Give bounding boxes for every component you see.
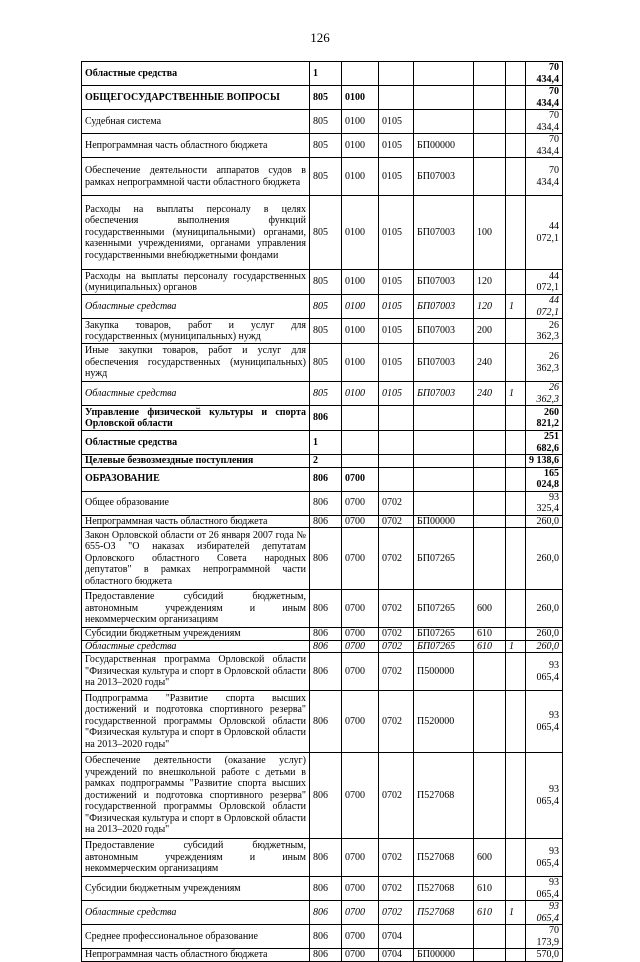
expense-type-cell: 610 [474,628,506,641]
row-name-cell: Закон Орловской области от 26 января 2007 года № 655-ОЗ "О наказах избирателей депутатам Орловского областного Совета народных депутатов" в рамках непрограммной части областного бюджета [82,528,310,590]
amount-cell: 26 362,3 [526,382,563,406]
amount-cell: 93 065,4 [526,839,563,877]
subsection-code-cell [379,406,414,431]
subsection-code-cell: 0702 [379,491,414,515]
amount-cell: 44 072,1 [526,196,563,270]
budget-table-body [82,62,563,962]
amount-cell: 165 024,8 [526,467,563,491]
table-row [82,628,563,641]
expense-type-cell [474,491,506,515]
admin-code-cell: 806 [310,590,342,628]
target-article-cell: БП00000 [414,515,474,528]
section-code-cell: 0700 [342,515,379,528]
subsection-code-cell: 0702 [379,590,414,628]
amount-cell: 260,0 [526,590,563,628]
subsection-code-cell: 0704 [379,949,414,962]
table-row [82,640,563,653]
target-article-cell: П527068 [414,839,474,877]
amount-cell: 93 325,4 [526,491,563,515]
funding-source-cell [506,528,526,590]
subsection-code-cell: 0702 [379,901,414,925]
section-code-cell [342,62,379,86]
amount-cell: 70 173,9 [526,925,563,949]
expense-type-cell: 200 [474,319,506,344]
admin-code-cell: 805 [310,110,342,134]
amount-cell: 93 065,4 [526,901,563,925]
section-code-cell: 0700 [342,925,379,949]
amount-cell: 93 065,4 [526,753,563,839]
expense-type-cell: 610 [474,640,506,653]
row-name-cell: Областные средства [82,640,310,653]
row-name-cell: Субсидии бюджетным учреждениям [82,877,310,901]
funding-source-cell [506,270,526,295]
funding-source-cell [506,653,526,691]
subsection-code-cell: 0702 [379,628,414,641]
row-name-cell: Обеспечение деятельности аппаратов судов в рамках непрограммной части областного бюджета [82,158,310,196]
section-code-cell: 0700 [342,467,379,491]
subsection-code-cell: 0702 [379,753,414,839]
funding-source-cell [506,753,526,839]
funding-source-cell [506,134,526,158]
section-code-cell: 0100 [342,196,379,270]
target-article-cell: БП07003 [414,196,474,270]
table-row [82,839,563,877]
row-name-cell: Обеспечение деятельности (оказание услуг) учреждений по внешкольной работе с детьми в рамках подпрограммы "Развитие спорта высших достижений и подготовка спортивного резерва" государственной программы Орловской области "Физическая культура и спорт в Орловской области на 2013–2020 годы" [82,753,310,839]
funding-source-cell: 1 [506,640,526,653]
table-row [82,134,563,158]
expense-type-cell [474,406,506,431]
table-row [82,344,563,382]
subsection-code-cell: 0105 [379,110,414,134]
amount-cell: 44 072,1 [526,270,563,295]
subsection-code-cell: 0702 [379,691,414,753]
budget-table [81,61,563,962]
subsection-code-cell: 0702 [379,877,414,901]
admin-code-cell: 805 [310,382,342,406]
section-code-cell: 0700 [342,753,379,839]
table-row [82,590,563,628]
expense-type-cell [474,691,506,753]
expense-type-cell [474,653,506,691]
admin-code-cell: 806 [310,877,342,901]
amount-cell: 26 362,3 [526,319,563,344]
section-code-cell: 0700 [342,949,379,962]
table-row [82,158,563,196]
row-name-cell: Закупка товаров, работ и услуг для государственных (муниципальных) нужд [82,319,310,344]
amount-cell: 26 362,3 [526,344,563,382]
admin-code-cell: 806 [310,467,342,491]
table-row [82,319,563,344]
subsection-code-cell: 0105 [379,295,414,319]
funding-source-cell [506,455,526,468]
row-name-cell: Непрограммная часть областного бюджета [82,134,310,158]
row-name-cell: Предоставление субсидий бюджетным, автономным учреждениям и иным некоммерческим организациям [82,590,310,628]
funding-source-cell [506,110,526,134]
target-article-cell: П500000 [414,653,474,691]
expense-type-cell [474,86,506,110]
admin-code-cell: 805 [310,134,342,158]
expense-type-cell: 240 [474,344,506,382]
target-article-cell: БП07265 [414,590,474,628]
subsection-code-cell [379,86,414,110]
section-code-cell: 0700 [342,590,379,628]
target-article-cell: П527068 [414,753,474,839]
row-name-cell: ОБЩЕГОСУДАРСТВЕННЫЕ ВОПРОСЫ [82,86,310,110]
amount-cell: 44 072,1 [526,295,563,319]
expense-type-cell [474,515,506,528]
funding-source-cell: 1 [506,901,526,925]
admin-code-cell: 806 [310,753,342,839]
admin-code-cell: 806 [310,515,342,528]
expense-type-cell [474,134,506,158]
row-name-cell: Субсидии бюджетным учреждениям [82,628,310,641]
row-name-cell: Государственная программа Орловской области "Физическая культура и спорт в Орловской области на 2013–2020 годы" [82,653,310,691]
table-row [82,515,563,528]
funding-source-cell [506,406,526,431]
subsection-code-cell: 0105 [379,319,414,344]
subsection-code-cell: 0702 [379,640,414,653]
amount-cell: 93 065,4 [526,691,563,753]
section-code-cell: 0100 [342,295,379,319]
expense-type-cell [474,467,506,491]
table-row [82,653,563,691]
target-article-cell: БП07003 [414,270,474,295]
table-row [82,406,563,431]
amount-cell: 93 065,4 [526,877,563,901]
section-code-cell: 0100 [342,382,379,406]
section-code-cell [342,431,379,455]
section-code-cell: 0100 [342,134,379,158]
expense-type-cell [474,753,506,839]
section-code-cell: 0700 [342,528,379,590]
row-name-cell: Судебная система [82,110,310,134]
section-code-cell: 0700 [342,491,379,515]
section-code-cell: 0700 [342,640,379,653]
admin-code-cell: 806 [310,628,342,641]
row-name-cell: Областные средства [82,62,310,86]
table-row [82,467,563,491]
row-name-cell: Непрограммная часть областного бюджета [82,949,310,962]
funding-source-cell: 1 [506,382,526,406]
expense-type-cell [474,431,506,455]
target-article-cell [414,467,474,491]
admin-code-cell: 805 [310,86,342,110]
table-row [82,528,563,590]
subsection-code-cell [379,467,414,491]
admin-code-cell: 1 [310,62,342,86]
expense-type-cell: 120 [474,295,506,319]
row-name-cell: Подпрограмма "Развитие спорта высших достижений и подготовка спортивного резерва" государственной программы Орловской области "Физическая культура и спорт в Орловской области на 2013–2020 годы" [82,691,310,753]
section-code-cell: 0700 [342,839,379,877]
table-row [82,295,563,319]
expense-type-cell [474,455,506,468]
section-code-cell: 0100 [342,270,379,295]
funding-source-cell [506,86,526,110]
expense-type-cell: 600 [474,590,506,628]
section-code-cell: 0700 [342,628,379,641]
funding-source-cell [506,196,526,270]
section-code-cell: 0700 [342,691,379,753]
admin-code-cell: 805 [310,295,342,319]
row-name-cell: ОБРАЗОВАНИЕ [82,467,310,491]
expense-type-cell [474,62,506,86]
target-article-cell: БП07003 [414,158,474,196]
funding-source-cell [506,691,526,753]
amount-cell: 93 065,4 [526,653,563,691]
table-row [82,86,563,110]
expense-type-cell: 100 [474,196,506,270]
table-row [82,925,563,949]
target-article-cell [414,455,474,468]
subsection-code-cell [379,431,414,455]
amount-cell: 70 434,4 [526,110,563,134]
funding-source-cell [506,62,526,86]
target-article-cell: П527068 [414,877,474,901]
admin-code-cell: 806 [310,640,342,653]
table-row [82,877,563,901]
subsection-code-cell: 0702 [379,528,414,590]
amount-cell: 70 434,4 [526,86,563,110]
expense-type-cell: 600 [474,839,506,877]
row-name-cell: Областные средства [82,382,310,406]
expense-type-cell [474,528,506,590]
funding-source-cell [506,628,526,641]
expense-type-cell [474,110,506,134]
table-row [82,901,563,925]
target-article-cell [414,925,474,949]
row-name-cell: Областные средства [82,295,310,319]
expense-type-cell [474,949,506,962]
target-article-cell: БП07265 [414,628,474,641]
table-row [82,196,563,270]
target-article-cell: БП00000 [414,949,474,962]
expense-type-cell: 610 [474,901,506,925]
row-name-cell: Управление физической культуры и спорта Орловской области [82,406,310,431]
funding-source-cell [506,158,526,196]
table-row [82,431,563,455]
expense-type-cell: 610 [474,877,506,901]
admin-code-cell: 806 [310,491,342,515]
target-article-cell: БП07003 [414,344,474,382]
target-article-cell [414,110,474,134]
table-row [82,382,563,406]
target-article-cell: БП07265 [414,640,474,653]
section-code-cell: 0100 [342,344,379,382]
subsection-code-cell [379,455,414,468]
amount-cell: 260 821,2 [526,406,563,431]
expense-type-cell: 240 [474,382,506,406]
section-code-cell: 0100 [342,319,379,344]
subsection-code-cell [379,62,414,86]
target-article-cell: БП07003 [414,382,474,406]
subsection-code-cell: 0105 [379,270,414,295]
admin-code-cell: 806 [310,691,342,753]
amount-cell: 9 138,6 [526,455,563,468]
funding-source-cell [506,877,526,901]
row-name-cell: Иные закупки товаров, работ и услуг для обеспечения государственных (муниципальных) нужд [82,344,310,382]
row-name-cell: Предоставление субсидий бюджетным, автономным учреждениям и иным некоммерческим организациям [82,839,310,877]
table-row [82,455,563,468]
admin-code-cell: 806 [310,925,342,949]
subsection-code-cell: 0702 [379,653,414,691]
row-name-cell: Непрограммная часть областного бюджета [82,515,310,528]
funding-source-cell: 1 [506,295,526,319]
table-row [82,62,563,86]
section-code-cell: 0100 [342,158,379,196]
subsection-code-cell: 0105 [379,134,414,158]
amount-cell: 70 434,4 [526,158,563,196]
funding-source-cell [506,590,526,628]
funding-source-cell [506,344,526,382]
subsection-code-cell: 0105 [379,158,414,196]
admin-code-cell: 806 [310,528,342,590]
amount-cell: 260,0 [526,515,563,528]
table-row [82,110,563,134]
admin-code-cell: 1 [310,431,342,455]
section-code-cell: 0700 [342,877,379,901]
target-article-cell [414,431,474,455]
amount-cell: 260,0 [526,528,563,590]
row-name-cell: Областные средства [82,901,310,925]
row-name-cell: Областные средства [82,431,310,455]
subsection-code-cell: 0702 [379,839,414,877]
target-article-cell: БП07265 [414,528,474,590]
funding-source-cell [506,925,526,949]
funding-source-cell [506,839,526,877]
row-name-cell: Целевые безвозмездные поступления [82,455,310,468]
row-name-cell: Среднее профессиональное образование [82,925,310,949]
subsection-code-cell: 0105 [379,344,414,382]
target-article-cell: П527068 [414,901,474,925]
page-number: 126 [310,30,330,45]
table-row [82,949,563,962]
target-article-cell: БП07003 [414,319,474,344]
target-article-cell: П520000 [414,691,474,753]
table-row [82,491,563,515]
target-article-cell: БП00000 [414,134,474,158]
amount-cell: 70 434,4 [526,62,563,86]
admin-code-cell: 806 [310,653,342,691]
section-code-cell: 0100 [342,86,379,110]
admin-code-cell: 805 [310,270,342,295]
expense-type-cell [474,158,506,196]
funding-source-cell [506,491,526,515]
subsection-code-cell: 0105 [379,382,414,406]
admin-code-cell: 806 [310,406,342,431]
admin-code-cell: 2 [310,455,342,468]
expense-type-cell: 120 [474,270,506,295]
funding-source-cell [506,431,526,455]
expense-type-cell [474,925,506,949]
admin-code-cell: 805 [310,344,342,382]
section-code-cell: 0100 [342,110,379,134]
target-article-cell [414,491,474,515]
table-row [82,753,563,839]
subsection-code-cell: 0702 [379,515,414,528]
section-code-cell [342,455,379,468]
admin-code-cell: 806 [310,901,342,925]
funding-source-cell [506,949,526,962]
funding-source-cell [506,467,526,491]
subsection-code-cell: 0704 [379,925,414,949]
subsection-code-cell: 0105 [379,196,414,270]
target-article-cell: БП07003 [414,295,474,319]
row-name-cell: Расходы на выплаты персоналу государственных (муниципальных) органов [82,270,310,295]
section-code-cell: 0700 [342,901,379,925]
target-article-cell [414,62,474,86]
table-row [82,270,563,295]
amount-cell: 260,0 [526,640,563,653]
admin-code-cell: 806 [310,949,342,962]
target-article-cell [414,406,474,431]
amount-cell: 251 682,6 [526,431,563,455]
admin-code-cell: 805 [310,196,342,270]
table-row [82,691,563,753]
amount-cell: 70 434,4 [526,134,563,158]
funding-source-cell [506,515,526,528]
section-code-cell [342,406,379,431]
amount-cell: 260,0 [526,628,563,641]
amount-cell: 570,0 [526,949,563,962]
admin-code-cell: 805 [310,158,342,196]
section-code-cell: 0700 [342,653,379,691]
target-article-cell [414,86,474,110]
funding-source-cell [506,319,526,344]
admin-code-cell: 805 [310,319,342,344]
row-name-cell: Расходы на выплаты персоналу в целях обеспечения выполнения функций государственными (муниципальными) органами, казенными учреждениями, органами управления государственными внебюджетными фондами [82,196,310,270]
row-name-cell: Общее образование [82,491,310,515]
admin-code-cell: 806 [310,839,342,877]
